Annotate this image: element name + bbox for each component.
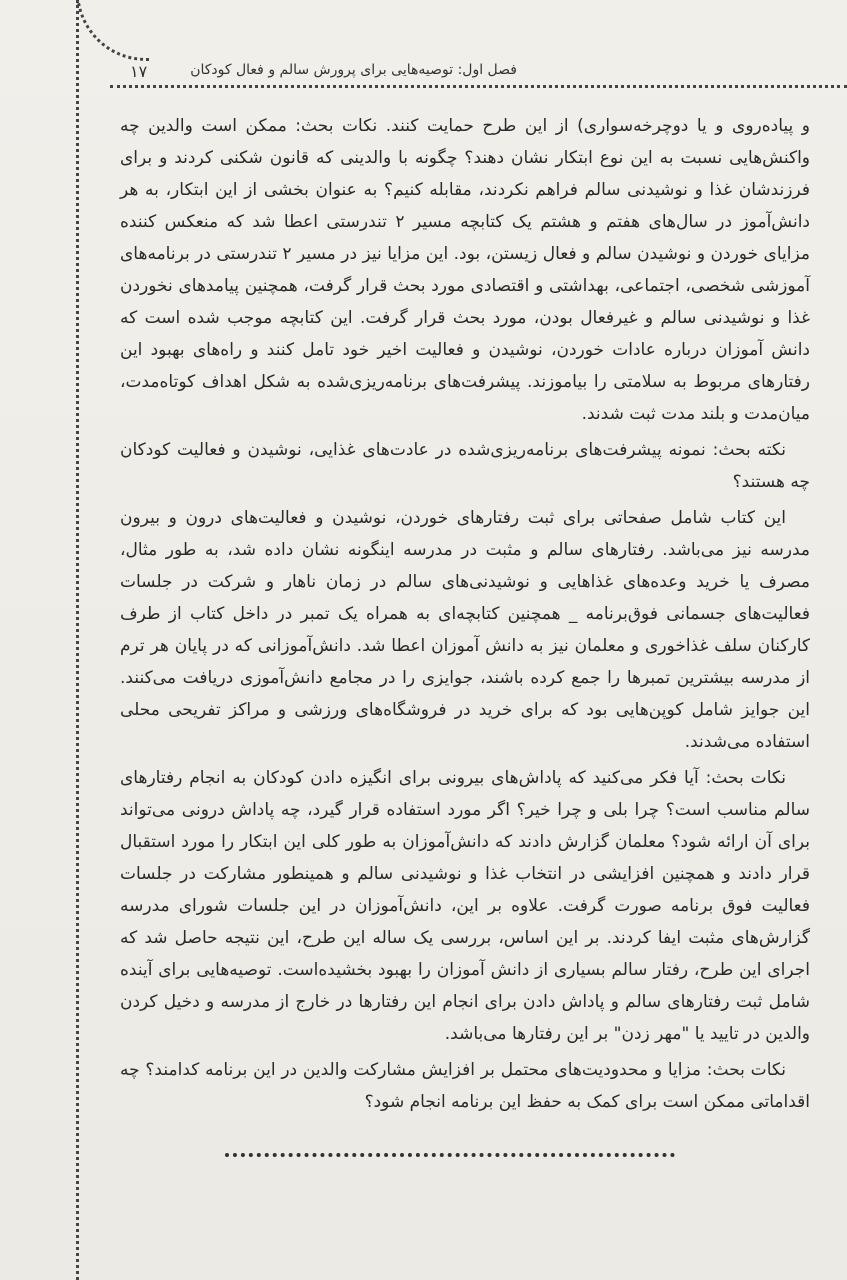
page-number: ۱۷ — [130, 62, 148, 81]
paragraph: و پیاده‌روی و یا دوچرخه‌سواری) از این طرح حمایت کنند. نکات بحث: ممکن است والدین چه واکنش‌هایی نسبت به این نوع ابتکار نشان دهند؟ چگونه با والدینی که قانون شکنی کردند و برای فرزندشان غذا و نوشیدنی سالم فراهم نکردند، مقابله کنیم؟ به عنوان بخشی از این ابتکار، به هر دانش‌آموز در سال‌های هفتم و هشتم یک کتابچه مسیر ۲ تندرستی اعطا شد که منعکس کننده مزایای خوردن و نوشیدن سالم و فعال زیستن، بود. این مزایا نیز در مسیر ۲ تندرستی در برنامه‌های آموزشی شخصی، اجتماعی، بهداشتی و اقتصادی مورد بحث قرار گرفت، همچنین پیامدهای نخوردن غذا و نوشیدنی سالم و غیرفعال بودن، مورد بحث قرار گرفت. این کتابچه موجب شده است که دانش آموزان درباره عادات خوردن، نوشیدن و فعالیت اخیر خود تامل کنند و راه‌های بهبود این رفتارهای مربوط به سلامتی را بیاموزند. پیشرفت‌های برنامه‌ریزی‌شده به شکل اهداف کوتاه‌مدت، میان‌مدت و بلند مدت ثبت شدند. — [120, 116, 810, 424]
paragraph: این کتاب شامل صفحاتی برای ثبت رفتارهای خوردن، نوشیدن و فعالیت‌های درون و بیرون مدرسه نیز می‌باشد. رفتارهای سالم و مثبت در مدرسه اینگونه نشان داده شد، به طور مثال، مصرف یا خرید وعده‌های غذاهایی و نوشیدنی‌های سالم در زمان ناهار و شرکت در جلسات فعالیت‌های جسمانی فوق‌برنامه _ همچنین کتابچه‌ای به همراه یک تمبر در داخل کتاب از طرف کارکنان سلف غذاخوری و معلمان نیز به دانش آموزان اعطا شد. دانش‌آموزانی که در پایان هر ترم از مدرسه بیشترین تمبرها را جمع کرده باشند، جوایزی را در مجامع دانش‌آموزی دریافت می‌کنند. این جوایز شامل کوپن‌هایی بود که برای خرید در فروشگاه‌های ورزشی و مراکز تفریحی محلی استفاده می‌شدند. — [120, 508, 810, 752]
dotted-border-left — [76, 0, 79, 1280]
page-header — [120, 60, 817, 84]
dotted-border-corner — [76, 0, 149, 61]
dotted-header-rule — [110, 85, 847, 88]
discussion-point: نکات بحث: مزایا و محدودیت‌های محتمل بر افزایش مشارکت والدین در این برنامه کدامند؟ چه اقداماتی ممکن است برای کمک به حفظ این برنامه انجام شود؟ — [120, 1060, 810, 1112]
discussion-point: نکته بحث: نمونه پیشرفت‌های برنامه‌ریزی‌شده در عادت‌های غذایی، نوشیدن و فعالیت کودکان چه هستند؟ — [120, 440, 810, 492]
page-body — [120, 110, 810, 1118]
chapter-title: فصل اول: توصیه‌هایی برای پرورش سالم و فعال کودکان — [190, 62, 517, 78]
discussion-point: نکات بحث: آیا فکر می‌کنید که پاداش‌های بیرونی برای انگیزه دادن کودکان به انجام رفتارهای سالم مناسب است؟ چرا بلی و چرا خیر؟ اگر مورد استفاده قرار گیرد، چه پاداش درونی می‌تواند برای آن ارائه شود؟ معلمان گزارش دادند که دانش‌آموزان به طور کلی این ابتکار را مورد استقبال قرار دادند و همچنین افزایشی در انتخاب غذا و نوشیدنی سالم و همینطور مشارکت در جلسات فعالیت فوق برنامه صورت گرفت. علاوه بر این، دانش‌آموزان در این جلسات شورای مدرسه گزارش‌های مثبت ایفا کردند. بر این اساس، بررسی یک ساله این طرح، این نتیجه حاصل شد که اجرای این طرح، رفتار سالم بسیاری از دانش آموزان را بهبود بخشیده‌است. توصیه‌هایی برای آینده شامل ثبت رفتارهای سالم و پاداش دادن برای انجام این رفتارها در خارج از مدرسه و دخیل کردن والدین در تایید یا "مهر زدن" بر این رفتارها می‌باشد. — [120, 768, 810, 1044]
dotted-section-divider — [225, 1153, 675, 1157]
